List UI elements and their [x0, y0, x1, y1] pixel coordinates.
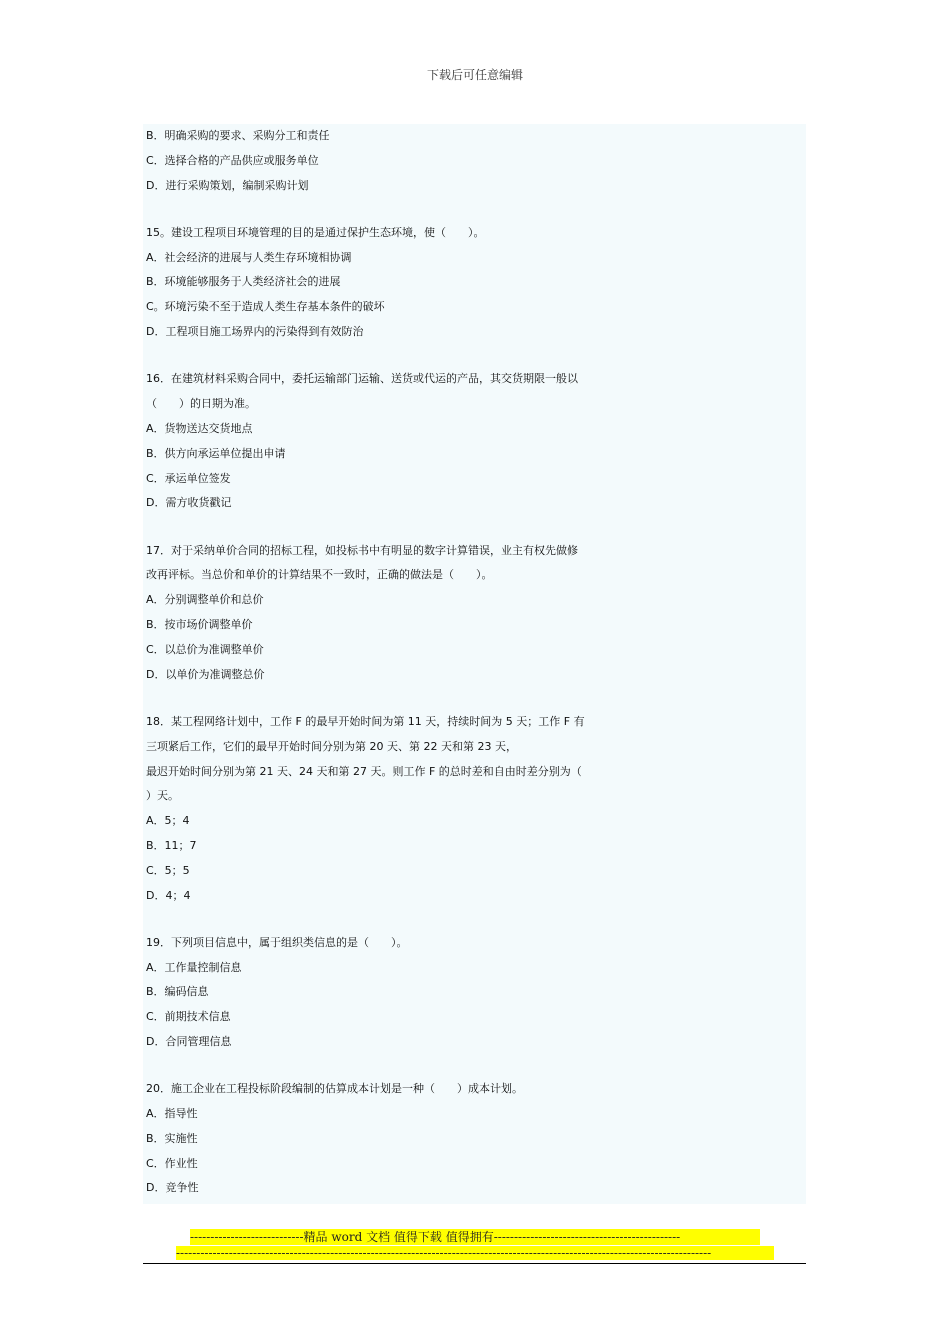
question-stem: 19．下列项目信息中，属于组织类信息的是（ ）。: [146, 935, 408, 949]
option-a: A．指导性: [146, 1107, 198, 1121]
option-line: C．选择合格的产品供应或服务单位: [146, 153, 319, 167]
option-c: C．作业性: [146, 1156, 198, 1170]
question-stem: 16．在建筑材料采购合同中，委托运输部门运输、送货或代运的产品，其交货期限一般以: [146, 372, 578, 386]
option-c: C．以总价为准调整单价: [146, 642, 264, 656]
page-header: 下载后可任意编辑: [426, 68, 523, 82]
option-c: C．5；5: [146, 863, 190, 877]
question-18: [146, 710, 806, 908]
option-d: D．工程项目施工场界内的污染得到有效防治: [146, 325, 364, 339]
content-body: [143, 124, 806, 1201]
question-stem: 三项紧后工作，它们的最早开始时间分别为第 20 天、第 22 天和第 23 天，: [146, 739, 517, 753]
option-a: A．5；4: [146, 814, 190, 828]
footer-rule: [143, 1263, 806, 1264]
option-d: D．4；4: [146, 888, 191, 902]
option-a: A．工作量控制信息: [146, 960, 242, 974]
option-line: B．明确采购的要求、采购分工和责任: [146, 129, 330, 142]
option-d: D．需方收货戳记: [146, 496, 232, 510]
option-d: D．以单价为准调整总价: [146, 667, 265, 681]
content-panel: [143, 124, 806, 1204]
option-b: B．环境能够服务于人类经济社会的进展: [146, 275, 341, 289]
question-stem: （ ）的日期为准。: [146, 397, 256, 411]
continued-options: [146, 124, 806, 198]
footer-banner: ----------------------------精品 word 文档 值得下载 值得拥有----------------------------------------------: [190, 1229, 760, 1245]
question-19: [146, 931, 806, 1055]
question-17: [146, 539, 806, 688]
question-stem: 最迟开始时间分别为第 21 天、24 天和第 27 天。则工作 F 的总时差和自由时差分别为（: [146, 764, 582, 778]
option-b: B．实施性: [146, 1131, 198, 1145]
question-stem: 18．某工程网络计划中，工作 F 的最早开始时间为第 11 天，持续时间为 5 天；工作 F 有: [146, 714, 585, 728]
question-stem: 17．对于采纳单价合同的招标工程，如投标书中有明显的数字计算错误，业主有权先做修: [146, 543, 578, 557]
option-c: C．承运单位签发: [146, 471, 231, 485]
option-c: C．前期技术信息: [146, 1010, 231, 1024]
option-b: B．按市场价调整单价: [146, 618, 253, 632]
footer-dash-line: ------------------------------------------------------------------------------------------------------------------------------------: [176, 1246, 774, 1260]
option-b: B．11；7: [146, 838, 197, 852]
question-stem: 15。建设工程项目环境管理的目的是通过保护生态环境，使（ ）。: [146, 225, 485, 239]
option-a: A．货物送达交货地点: [146, 421, 253, 435]
option-b: B．供方向承运单位提出申请: [146, 446, 286, 460]
question-stem: ）天。: [146, 789, 179, 803]
option-c: C。环境污染不至于造成人类生存基本条件的破坏: [146, 300, 385, 314]
question-15: [146, 221, 806, 345]
question-stem: 20．施工企业在工程投标阶段编制的估算成本计划是一种（ ）成本计划。: [146, 1082, 523, 1096]
option-a: A．社会经济的进展与人类生存环境相协调: [146, 250, 352, 264]
option-a: A．分别调整单价和总价: [146, 593, 264, 607]
option-line: D．进行采购策划，编制采购计划: [146, 178, 309, 192]
option-d: D．合同管理信息: [146, 1035, 232, 1048]
question-16: [146, 367, 806, 516]
question-stem: 改再评标。当总价和单价的计算结果不一致时，正确的做法是（ ）。: [146, 568, 493, 582]
question-20: [146, 1077, 806, 1201]
option-d: D．竞争性: [146, 1181, 199, 1195]
option-b: B．编码信息: [146, 985, 209, 999]
